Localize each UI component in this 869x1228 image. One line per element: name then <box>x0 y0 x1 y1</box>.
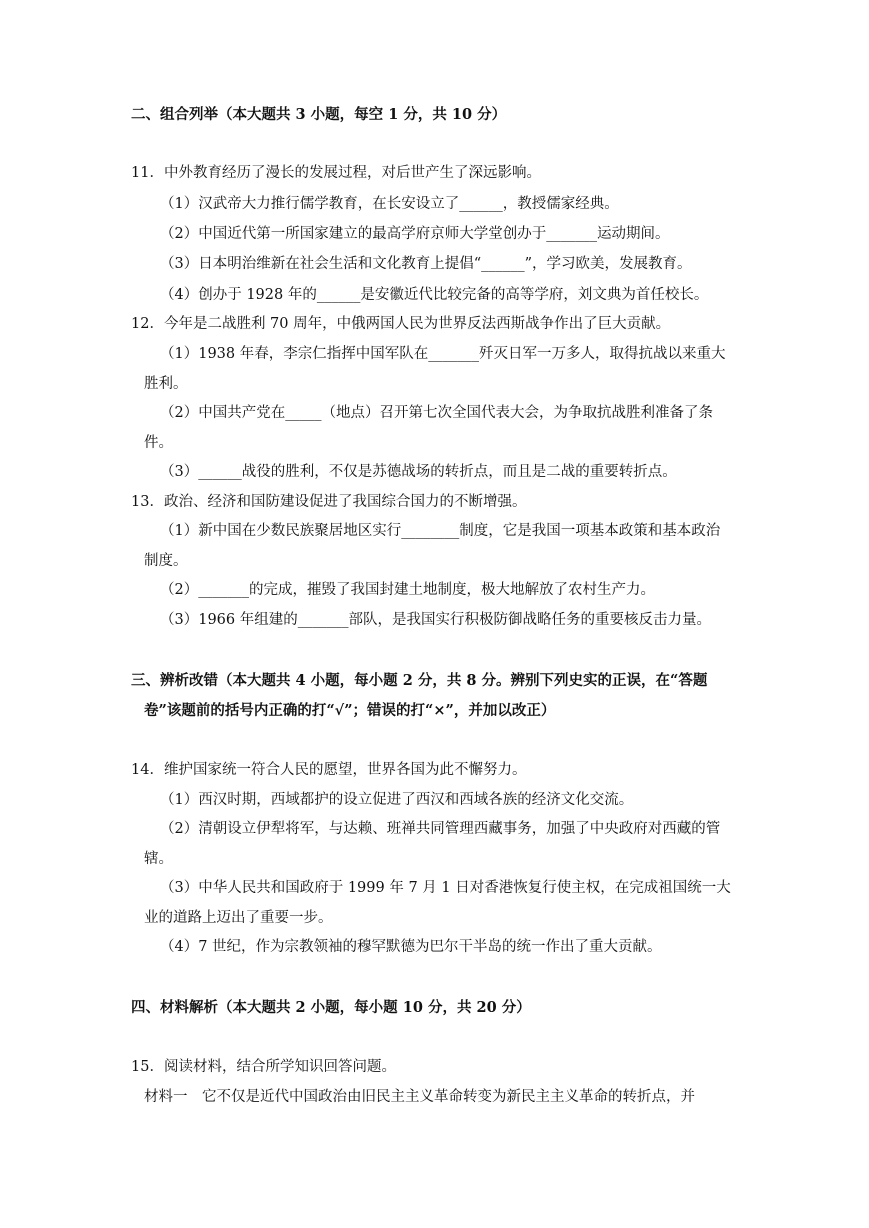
section4-heading: 四、材料解析（本大题共 2 小题，每小题 10 分，共 20 分） <box>131 999 531 1016</box>
q14-item-1: （1）西汉时期，西域都护的设立促进了西汉和西域各族的经济文化交流。 <box>160 792 634 808</box>
q14-item-3: （3）中华人民共和国政府于 1999 年 7 月 1 日对香港恢复行使主权，在完成祖国统一大 <box>160 880 731 896</box>
q12-stem: 12．今年是二战胜利 70 周年，中俄两国人民为世界反法西斯战争作出了巨大贡献。 <box>131 316 671 332</box>
q14-item-2-cont: 辖。 <box>144 851 173 867</box>
q12-item-3: （3）______战役的胜利，不仅是苏德战场的转折点，而且是二战的重要转折点。 <box>160 464 677 480</box>
q14-item-2: （2）清朝设立伊犁将军，与达赖、班禅共同管理西藏事务，加强了中央政府对西藏的管 <box>160 821 721 837</box>
q12-item-2-cont: 件。 <box>144 435 173 451</box>
q11-item-1: （1）汉武帝大力推行儒学教育，在长安设立了______，教授儒家经典。 <box>160 196 619 212</box>
q11-item-3: （3）日本明治维新在社会生活和文化教育上提倡“______”，学习欧美，发展教育。 <box>160 256 692 272</box>
q13-item-2: （2）_______的完成，摧毁了我国封建土地制度，极大地解放了农村生产力。 <box>160 582 655 598</box>
section2-heading: 二、组合列举（本大题共 3 小题，每空 1 分，共 10 分） <box>131 106 507 123</box>
q12-item-1-cont: 胜利。 <box>144 376 188 392</box>
q15-material-1: 材料一 它不仅是近代中国政治由旧民主主义革命转变为新民主主义革命的转折点，并 <box>144 1089 695 1105</box>
q14-item-4: （4）7 世纪，作为宗教领袖的穆罕默德为巴尔干半岛的统一作出了重大贡献。 <box>160 939 662 955</box>
q11-item-2: （2）中国近代第一所国家建立的最高学府京师大学堂创办于_______运动期间。 <box>160 226 670 242</box>
q13-stem: 13．政治、经济和国防建设促进了我国综合国力的不断增强。 <box>131 494 527 510</box>
q13-item-3: （3）1966 年组建的_______部队，是我国实行积极防御战略任务的重要核反击力量。 <box>160 612 711 628</box>
q12-item-1: （1）1938 年春，李宗仁指挥中国军队在_______歼灭日军一万多人，取得抗战以来重大 <box>160 346 726 362</box>
q13-item-1-cont: 制度。 <box>144 553 188 569</box>
q13-item-1: （1）新中国在少数民族聚居地区实行________制度，它是我国一项基本政策和基本政治 <box>160 523 721 539</box>
q14-item-3-cont: 业的道路上迈出了重要一步。 <box>144 910 333 926</box>
q12-item-2: （2）中国共产党在_____（地点）召开第七次全国代表大会，为争取抗战胜利准备了条 <box>160 405 713 421</box>
q11-item-4: （4）创办于 1928 年的______是安徽近代比较完备的高等学府，刘文典为首任校长。 <box>160 287 709 303</box>
section3-heading: 三、辨析改错（本大题共 4 小题，每小题 2 分，共 8 分。辨别下列史实的正误，在“答题 <box>131 672 708 689</box>
q11-stem: 11．中外教育经历了漫长的发展过程，对后世产生了深远影响。 <box>131 165 541 181</box>
q15-stem: 15．阅读材料，结合所学知识回答问题。 <box>131 1059 396 1075</box>
q14-stem: 14．维护国家统一符合人民的愿望，世界各国为此不懈努力。 <box>131 762 527 778</box>
section3-heading-cont: 卷”该题前的括号内正确的打“√”；错误的打“×”，并加以改正） <box>144 702 556 719</box>
